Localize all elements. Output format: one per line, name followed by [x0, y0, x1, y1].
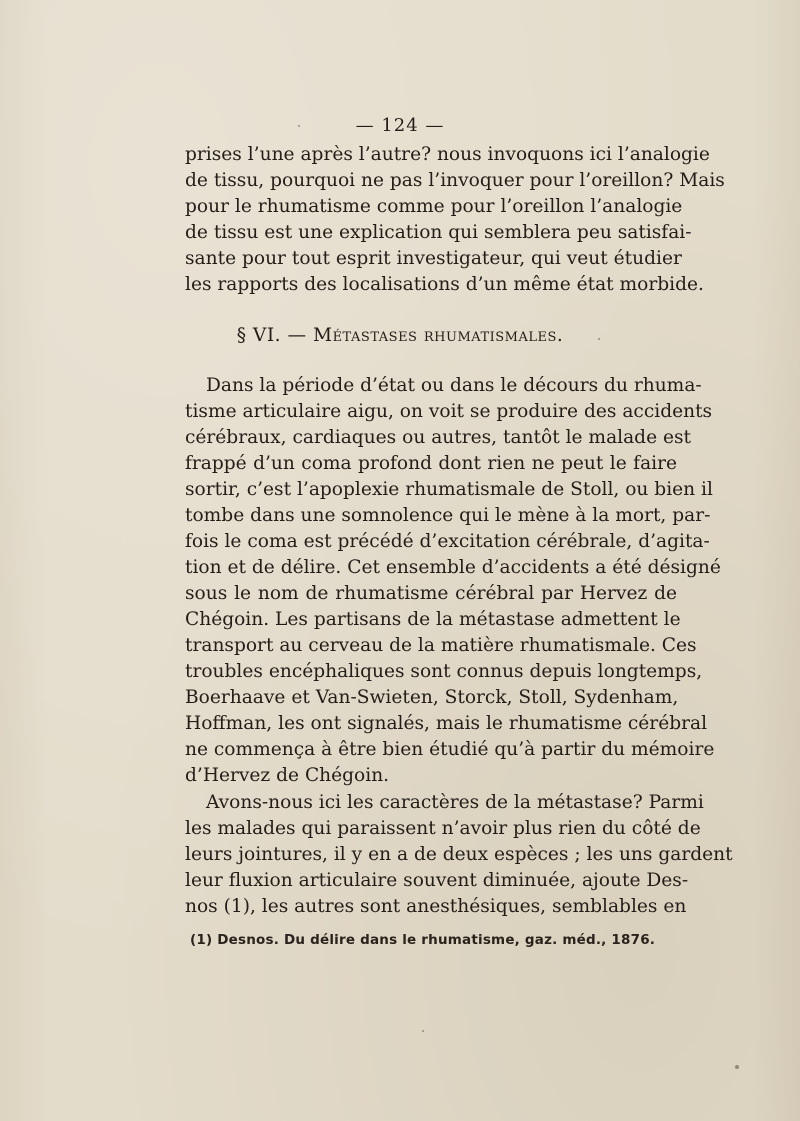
text-line: troubles encéphaliques sont connus depuis longtemps, [185, 661, 703, 682]
section-heading [0, 325, 800, 346]
text-line: Chégoin. Les partisans de la métastase admettent le [185, 609, 681, 630]
text-line: pour le rhumatisme comme pour l’oreillon l’analogie [185, 196, 683, 217]
text-line: transport au cerveau de la matière rhumatismale. Ces [185, 635, 697, 656]
text-line: cérébraux, cardiaques ou autres, tantôt le malade est [185, 427, 692, 448]
text-line: sante pour tout esprit investigateur, qui veut étudier [185, 248, 682, 269]
text-line: tombe dans une somnolence qui le mène à la mort, par- [185, 505, 711, 526]
text-line: Dans la période d’état ou dans le décours du rhuma- [206, 375, 702, 396]
text-line: frappé d’un coma profond dont rien ne peut le faire [185, 453, 677, 474]
paper-speck [298, 125, 300, 127]
paper-speck [735, 1065, 739, 1069]
page-number: — 124 — [355, 115, 445, 136]
text-line: sortir, c’est l’apoplexie rhumatismale de Stoll, ou bien il [185, 479, 713, 500]
footnote: (1) Desnos. Du délire dans le rhumatisme, gaz. méd., 1876. [190, 932, 656, 948]
text-line: nos (1), les autres sont anesthésiques, semblables en [185, 896, 687, 917]
text-line: leurs jointures, il y en a de deux espèces ; les uns gardent [185, 844, 733, 865]
paper-speck [598, 338, 600, 340]
section-number: § VI. — [236, 325, 307, 346]
text-line: les malades qui paraissent n’avoir plus rien du côté de [185, 818, 701, 839]
text-line: leur fluxion articulaire souvent diminuée, ajoute Des- [185, 870, 689, 891]
text-line: de tissu, pourquoi ne pas l’invoquer pour l’oreillon? Mais [185, 170, 725, 191]
text-line: Avons-nous ici les caractères de la métastase? Parmi [206, 792, 704, 813]
text-line: sous le nom de rhumatisme cérébral par Hervez de [185, 583, 677, 604]
text-line: Hoffman, les ont signalés, mais le rhumatisme cérébral [185, 713, 708, 734]
text-line: Boerhaave et Van-Swieten, Storck, Stoll, Sydenham, [185, 687, 679, 708]
text-line: d’Hervez de Chégoin. [185, 765, 390, 786]
text-line: fois le coma est précédé d’excitation cérébrale, d’agita- [185, 531, 710, 552]
text-line: les rapports des localisations d’un même état morbide. [185, 274, 704, 295]
text-line: ne commença à être bien étudié qu’à partir du mémoire [185, 739, 715, 760]
section-title: Métastases rhumatismales. [313, 325, 564, 346]
text-line: prises l’une après l’autre? nous invoquons ici l’analogie [185, 144, 710, 165]
text-line: tion et de délire. Cet ensemble d’accidents a été désigné [185, 557, 721, 578]
text-line: tisme articulaire aigu, on voit se produire des accidents [185, 401, 713, 422]
paper-speck [422, 1030, 424, 1032]
text-line: de tissu est une explication qui semblera peu satisfai- [185, 222, 692, 243]
